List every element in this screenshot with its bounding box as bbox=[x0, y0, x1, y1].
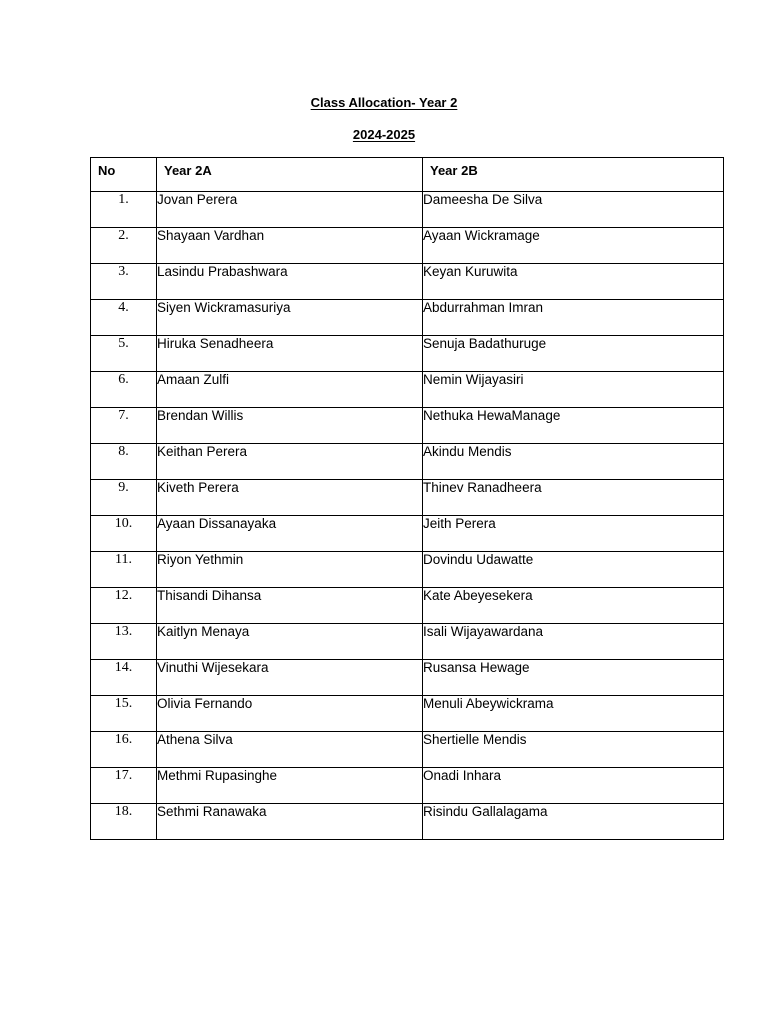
student-name-year-2b: Keyan Kuruwita bbox=[423, 264, 724, 300]
row-number: 2. bbox=[91, 228, 157, 264]
student-name-year-2b: Nethuka HewaManage bbox=[423, 408, 724, 444]
student-name-year-2a: Thisandi Dihansa bbox=[157, 588, 423, 624]
student-name-year-2a: Methmi Rupasinghe bbox=[157, 768, 423, 804]
student-name-year-2b: Rusansa Hewage bbox=[423, 660, 724, 696]
table-row bbox=[91, 552, 724, 588]
student-name-year-2a: Brendan Willis bbox=[157, 408, 423, 444]
student-name-year-2b: Risindu Gallalagama bbox=[423, 804, 724, 840]
student-name-year-2a: Lasindu Prabashwara bbox=[157, 264, 423, 300]
student-name-year-2a: Keithan Perera bbox=[157, 444, 423, 480]
student-name-year-2a: Siyen Wickramasuriya bbox=[157, 300, 423, 336]
table-row bbox=[91, 372, 724, 408]
student-name-year-2b: Onadi Inhara bbox=[423, 768, 724, 804]
row-number: 9. bbox=[91, 480, 157, 516]
student-name-year-2b: Dovindu Udawatte bbox=[423, 552, 724, 588]
student-name-year-2a: Jovan Perera bbox=[157, 192, 423, 228]
student-name-year-2b: Senuja Badathuruge bbox=[423, 336, 724, 372]
student-name-year-2a: Shayaan Vardhan bbox=[157, 228, 423, 264]
student-name-year-2b: Nemin Wijayasiri bbox=[423, 372, 724, 408]
table-row bbox=[91, 336, 724, 372]
table-row bbox=[91, 696, 724, 732]
header-year-2a: Year 2A bbox=[157, 158, 423, 192]
student-name-year-2b: Shertielle Mendis bbox=[423, 732, 724, 768]
row-number: 1. bbox=[91, 192, 157, 228]
student-name-year-2a: Vinuthi Wijesekara bbox=[157, 660, 423, 696]
student-name-year-2a: Kiveth Perera bbox=[157, 480, 423, 516]
student-name-year-2b: Kate Abeyesekera bbox=[423, 588, 724, 624]
row-number: 13. bbox=[91, 624, 157, 660]
student-name-year-2a: Olivia Fernando bbox=[157, 696, 423, 732]
student-name-year-2b: Thinev Ranadheera bbox=[423, 480, 724, 516]
table-row bbox=[91, 624, 724, 660]
student-name-year-2a: Riyon Yethmin bbox=[157, 552, 423, 588]
row-number: 8. bbox=[91, 444, 157, 480]
student-name-year-2b: Menuli Abeywickrama bbox=[423, 696, 724, 732]
class-allocation-table bbox=[90, 157, 724, 840]
student-name-year-2a: Sethmi Ranawaka bbox=[157, 804, 423, 840]
table-header-row bbox=[91, 158, 724, 192]
table-row bbox=[91, 804, 724, 840]
student-name-year-2b: Dameesha De Silva bbox=[423, 192, 724, 228]
row-number: 15. bbox=[91, 696, 157, 732]
header-no: No bbox=[91, 158, 157, 192]
table-row bbox=[91, 516, 724, 552]
table-row bbox=[91, 408, 724, 444]
header-year-2b: Year 2B bbox=[423, 158, 724, 192]
table-row bbox=[91, 264, 724, 300]
student-name-year-2a: Athena Silva bbox=[157, 732, 423, 768]
student-name-year-2b: Akindu Mendis bbox=[423, 444, 724, 480]
row-number: 10. bbox=[91, 516, 157, 552]
student-name-year-2b: Jeith Perera bbox=[423, 516, 724, 552]
row-number: 16. bbox=[91, 732, 157, 768]
student-name-year-2b: Ayaan Wickramage bbox=[423, 228, 724, 264]
table-row bbox=[91, 588, 724, 624]
student-name-year-2a: Hiruka Senadheera bbox=[157, 336, 423, 372]
student-name-year-2a: Kaitlyn Menaya bbox=[157, 624, 423, 660]
row-number: 17. bbox=[91, 768, 157, 804]
table-body bbox=[91, 192, 724, 840]
table-row bbox=[91, 732, 724, 768]
row-number: 11. bbox=[91, 552, 157, 588]
row-number: 5. bbox=[91, 336, 157, 372]
table-row bbox=[91, 480, 724, 516]
student-name-year-2a: Ayaan Dissanayaka bbox=[157, 516, 423, 552]
table-row bbox=[91, 444, 724, 480]
row-number: 7. bbox=[91, 408, 157, 444]
student-name-year-2a: Amaan Zulfi bbox=[157, 372, 423, 408]
document-title: Class Allocation- Year 2 bbox=[310, 95, 458, 110]
row-number: 12. bbox=[91, 588, 157, 624]
table-row bbox=[91, 768, 724, 804]
table-row bbox=[91, 192, 724, 228]
row-number: 6. bbox=[91, 372, 157, 408]
table-row bbox=[91, 660, 724, 696]
row-number: 3. bbox=[91, 264, 157, 300]
student-name-year-2b: Abdurrahman Imran bbox=[423, 300, 724, 336]
row-number: 18. bbox=[91, 804, 157, 840]
row-number: 14. bbox=[91, 660, 157, 696]
table-row bbox=[91, 300, 724, 336]
student-name-year-2b: Isali Wijayawardana bbox=[423, 624, 724, 660]
row-number: 4. bbox=[91, 300, 157, 336]
table-row bbox=[91, 228, 724, 264]
document-year: 2024-2025 bbox=[352, 127, 416, 142]
